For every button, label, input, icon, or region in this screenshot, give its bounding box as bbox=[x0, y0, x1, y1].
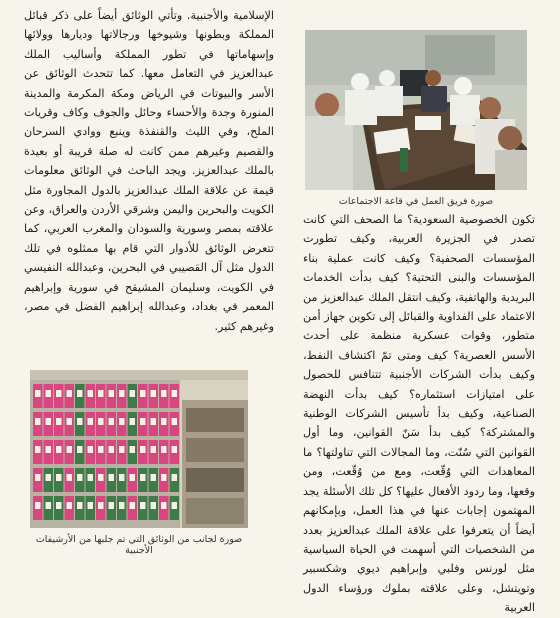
binder-label bbox=[35, 390, 41, 397]
right-text-column bbox=[303, 210, 535, 618]
binder-label bbox=[88, 446, 94, 453]
binder-label bbox=[88, 418, 94, 425]
binder-label bbox=[77, 502, 83, 509]
binder-label bbox=[172, 390, 178, 397]
binder-label bbox=[151, 390, 157, 397]
binder-label bbox=[56, 418, 62, 425]
binder-label bbox=[56, 446, 62, 453]
binder-label bbox=[109, 502, 115, 509]
binder-label bbox=[35, 446, 41, 453]
binder-label bbox=[109, 418, 115, 425]
meeting-photo-caption: صورة فريق العمل في قاعة الاجتماعات bbox=[338, 196, 494, 207]
binder-label bbox=[161, 390, 167, 397]
binder-label bbox=[119, 474, 125, 481]
binder-label bbox=[88, 502, 94, 509]
binder-label bbox=[161, 474, 167, 481]
binder-label bbox=[67, 474, 73, 481]
binder-label bbox=[56, 390, 62, 397]
binder-label bbox=[67, 390, 73, 397]
binder-label bbox=[46, 418, 52, 425]
left-text-column bbox=[24, 6, 274, 336]
binder-label bbox=[172, 418, 178, 425]
binder-label bbox=[140, 390, 146, 397]
binder-label bbox=[98, 418, 104, 425]
meeting-room-photo bbox=[305, 30, 527, 190]
binder-label bbox=[151, 474, 157, 481]
binder-label bbox=[140, 418, 146, 425]
binder-label bbox=[130, 474, 136, 481]
binder-label bbox=[56, 474, 62, 481]
binder-label bbox=[77, 446, 83, 453]
meeting-room-illustration bbox=[305, 30, 527, 190]
binder-label bbox=[119, 418, 125, 425]
left-column-paragraph: الإسلامية والأجنبية. وتأتي الوثائق أيضاً على ذكر قبائل المملكة وبطونها وشيوخها ورجالاتها وديارها وولائها وإسهاماتها في تطور المملكة وأساليب الملك عبدالعزيز في التعامل معها. كما تتحدث الوثائق عن الأسر والبيوتات في الرياض ومكة المكرمة والمدينة المنورة وجدة والأحساء وحائل والجوف وكاف وقريات الملح، وفي الليث والقنفذة وينبع ووادي السرحان والقصيم وغيرهم ممن كانت له صلة قريبة أو بعيدة بالملك عبدالعزيز. ويجد الباحث في الوثائق معلومات قيمة عن علاقة الملك عبدالعزيز بالدول المجاورة مثل الكويت والبحرين واليمن وشرقي الأردن والعراق، وعن علاقته بمصر وسورية والسودان والمغرب العربي، كما تتعرض الوثائق للأدوار التي قام بها ممثلوه في تلك الدول مثل آل القصيبي في البحرين، وعبدالله النفيسي في الكويت، وسليمان المشيقح في سورية وإبراهيم المعمر في بغداد، وعبدالله إبراهيم الفضل في مصر، وغيرهم كثير. bbox=[24, 9, 274, 333]
binder-label bbox=[109, 446, 115, 453]
binder-label bbox=[161, 446, 167, 453]
binder-label bbox=[98, 474, 104, 481]
binder-label bbox=[109, 474, 115, 481]
binder-label bbox=[130, 418, 136, 425]
binder-label bbox=[56, 502, 62, 509]
binder-label bbox=[140, 474, 146, 481]
binder-label bbox=[88, 474, 94, 481]
binder-label bbox=[67, 502, 73, 509]
binder-label bbox=[161, 418, 167, 425]
binder-label bbox=[67, 418, 73, 425]
archive-shelves-illustration bbox=[30, 370, 248, 528]
binder-label bbox=[119, 390, 125, 397]
binder-label bbox=[109, 390, 115, 397]
binder-label bbox=[98, 502, 104, 509]
binder-label bbox=[130, 390, 136, 397]
binder-label bbox=[98, 446, 104, 453]
binder-label bbox=[119, 446, 125, 453]
binder-label bbox=[130, 446, 136, 453]
binder-label bbox=[172, 474, 178, 481]
binder-label bbox=[140, 446, 146, 453]
binder-label bbox=[88, 390, 94, 397]
binder-label bbox=[151, 502, 157, 509]
binder-label bbox=[172, 502, 178, 509]
binder-label bbox=[46, 502, 52, 509]
binder-label bbox=[172, 446, 178, 453]
binder-label bbox=[98, 390, 104, 397]
binder-label bbox=[161, 502, 167, 509]
binder-label bbox=[140, 502, 146, 509]
binder-label bbox=[119, 502, 125, 509]
binder-label bbox=[77, 474, 83, 481]
binder-label bbox=[35, 474, 41, 481]
binder-label bbox=[77, 418, 83, 425]
binder-label bbox=[151, 418, 157, 425]
binder-label bbox=[130, 502, 136, 509]
archive-shelves-photo bbox=[30, 370, 248, 528]
right-column-paragraph: تكون الخصوصية السعودية؟ ما الصحف التي كانت تصدر في الجزيرة العربية، وكيف تطورت المؤسسات الصحفية؟ وكيف كانت عملية بناء المؤسسات والبنى التحتية؟ كيف بدأت الخدمات البريدية والهاتفية، وكيف انتقل الملك عبدالعزيز من الاعتماد على الفداوية والقبائل إلى تكوين جهاز أمن متطور، وقوات عسكرية منظمة على أحدث الأسس العصرية؟ كيف ومتى تمّ اكتشاف النفط، وكيف بدأت الشركات الأجنبية تتنافس للحصول على امتيازات استثماره؟ كيف بدأت النهضة الصناعية، وكيف بدأ تأسيس الشركات الوطنية والمشتركة؟ كيف بدأ سَنّ القوانين، وما أول القوانين التي سُنّت، وما المجالات التي تناولتها؟ ما المعاهدات التي وُقّعت، ومع من وُقّعت، ومن وقعها، وما ردود الأفعال عليها؟ كل تلك الأسئلة يجد المهتمون إجابات عنها في هذا العمل، وبإمكانهم أيضاً أن يتعرفوا على علاقة الملك عبدالعزيز بعدد من الشخصيات التي أسهمت في الحياة السياسية مثل لورنس وفلبي وإبراهيم ديوي وشكسبير وتويتشل، وعلى علاقته بملوك ورؤساء الدول العربية bbox=[303, 213, 535, 615]
binder-label bbox=[77, 390, 83, 397]
binder-label bbox=[35, 418, 41, 425]
binder-label bbox=[35, 502, 41, 509]
binder-label bbox=[46, 446, 52, 453]
binder-label bbox=[67, 446, 73, 453]
binder-label bbox=[46, 390, 52, 397]
binder-label bbox=[151, 446, 157, 453]
archive-photo-caption: صورة لجانب من الوثائق التي تم جلبها من الأرشيفات الأجنبية bbox=[35, 534, 243, 556]
binder-label bbox=[46, 474, 52, 481]
